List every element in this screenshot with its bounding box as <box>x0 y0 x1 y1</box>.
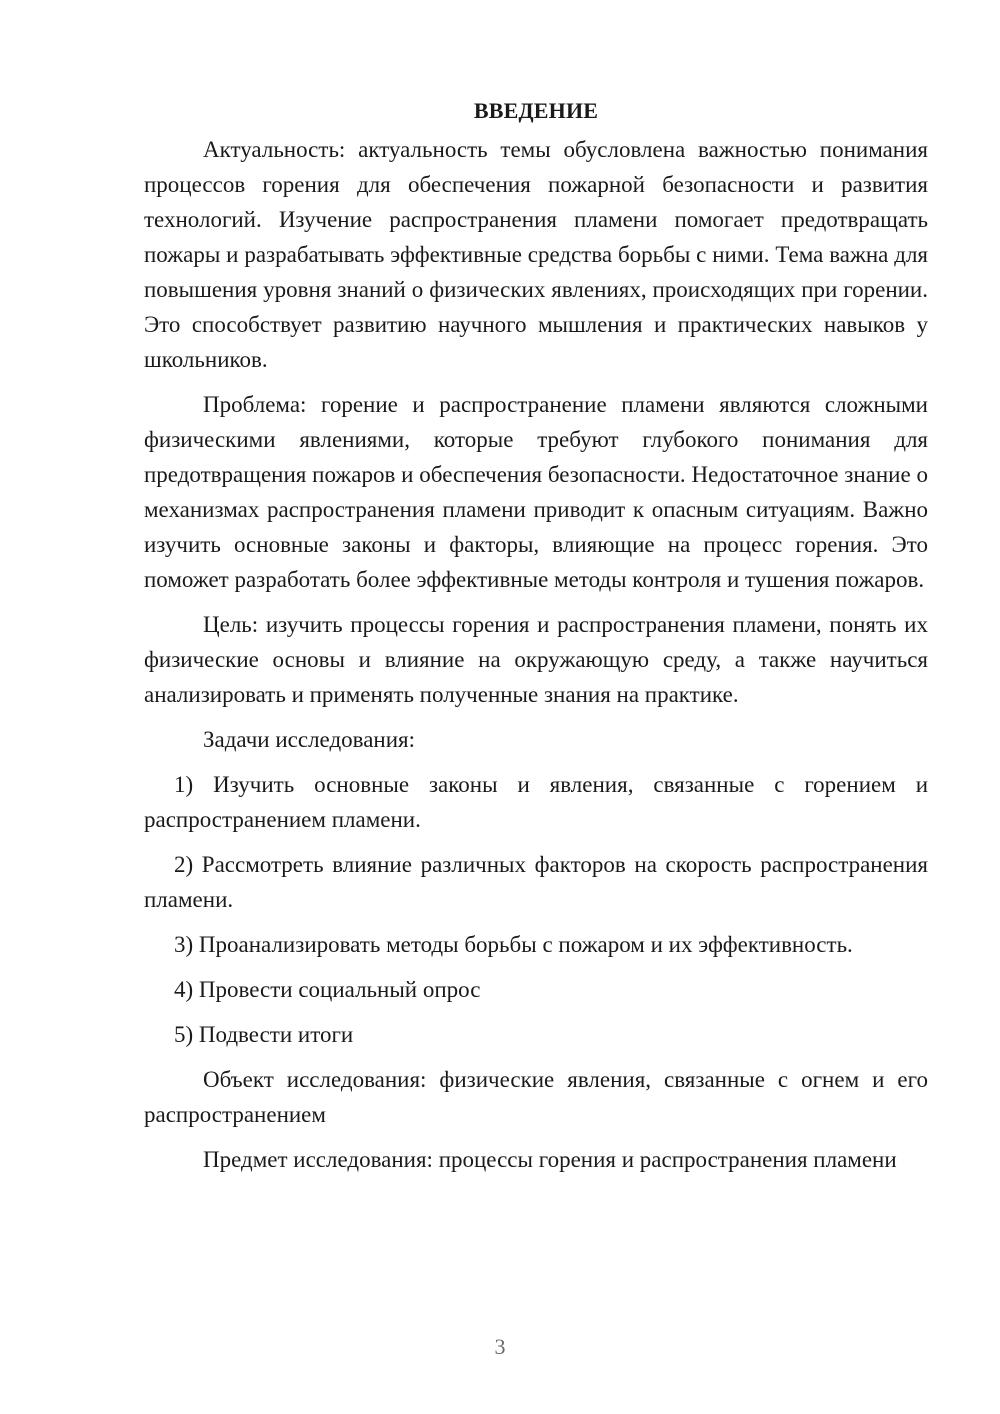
list-item: 4) Провести социальный опрос <box>174 977 481 1002</box>
object-paragraph: Объект исследования: физические явления, связанные с огнем и его распространением <box>144 1067 928 1127</box>
tasks-label: Задачи исследования: <box>203 727 416 752</box>
document-page <box>144 96 928 1177</box>
goal-paragraph: Цель: изучить процессы горения и распространения пламени, понять их физические основы и влияние на окружающую среду, а также научиться анализировать и применять полученные знания на практике. <box>144 612 928 707</box>
page-number: 3 <box>494 1334 506 1359</box>
tasks-list <box>144 767 928 1052</box>
subject-paragraph: Предмет исследования: процессы горения и распространения пламени <box>203 1147 897 1172</box>
list-item: 3) Проанализировать методы борьбы с пожаром и их эффективность. <box>174 932 853 957</box>
list-item: 2) Рассмотреть влияние различных факторов на скорость распространения пламени. <box>144 852 928 912</box>
relevance-paragraph: Актуальность: актуальность темы обусловлена важностью понимания процессов горения для обеспечения пожарной безопасности и развития технологий. Изучение распространения пламени помогает предотвращать пожары и разрабатывать эффективные средства борьбы с ними. Тема важна для повышения уровня знаний о физических явлениях, происходящих при горении. Это способствует развитию научного мышления и практических навыков у школьников. <box>144 137 928 372</box>
section-heading: ВВЕДЕНИЕ <box>473 98 599 123</box>
list-item: 1) Изучить основные законы и явления, связанные с горением и распространением пламени. <box>144 772 928 832</box>
problem-paragraph: Проблема: горение и распространение пламени являются сложными физическими явлениями, которые требуют глубокого понимания для предотвращения пожаров и обеспечения безопасности. Недостаточное знание о механизмах распространения пламени приводит к опасным ситуациям. Важно изучить основные законы и факторы, влияющие на процесс горения. Это поможет разработать более эффективные методы контроля и тушения пожаров. <box>144 392 928 592</box>
list-item: 5) Подвести итоги <box>174 1022 354 1047</box>
